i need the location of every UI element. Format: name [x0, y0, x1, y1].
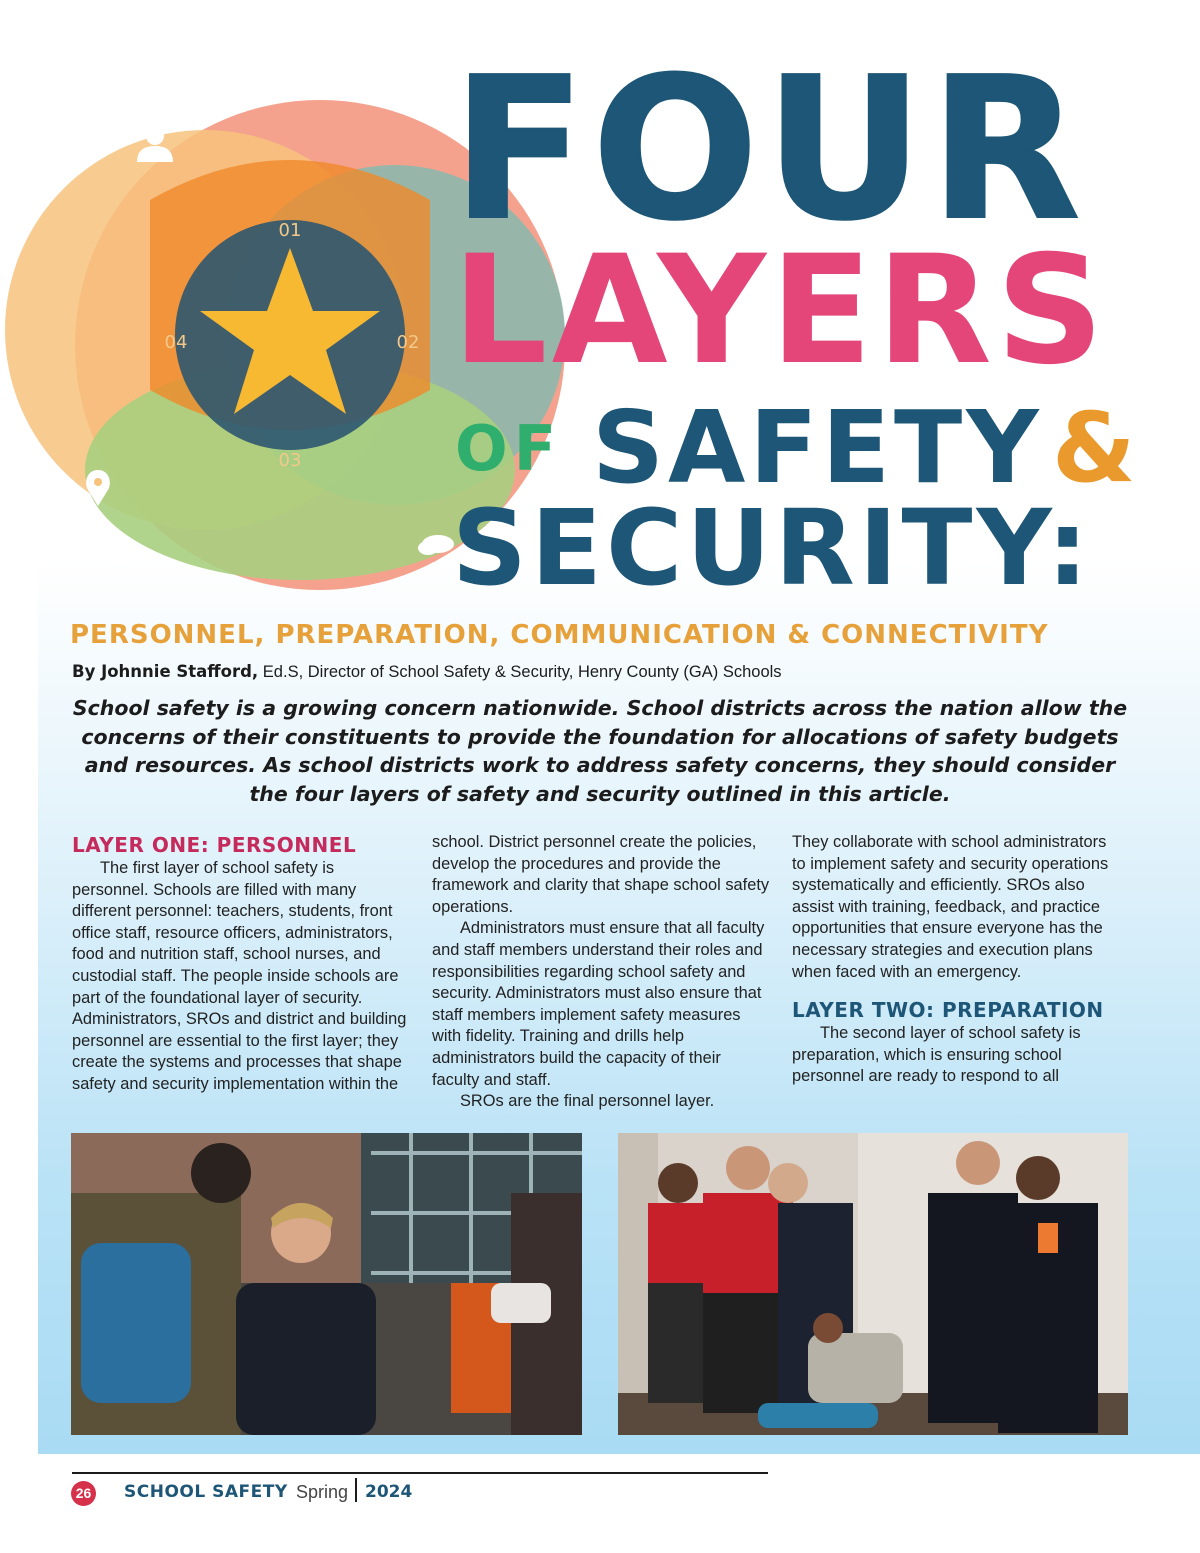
body-paragraph: school. District personnel create the policies, develop the procedures and provide the framework and clarity that shape school safety operations. [432, 833, 770, 916]
title-security: SECURITY: [452, 487, 1093, 609]
layer-number-3: 03 [278, 450, 302, 471]
title-of: OF [455, 412, 563, 485]
layer-number-1: 01 [278, 220, 302, 241]
layer-number-2: 02 [396, 332, 420, 353]
byline [72, 662, 782, 682]
author-credentials: Ed.S, Director of School Safety & Security, Henry County (GA) Schools [258, 663, 782, 681]
column-2 [432, 832, 772, 1113]
title-safety: SAFETY [592, 389, 1043, 506]
footer-separator [355, 1478, 357, 1502]
issue-season: Spring [296, 1482, 349, 1502]
magazine-name: SCHOOL SAFETY [124, 1482, 288, 1502]
title-four: FOUR [452, 36, 1087, 264]
photo-sro-with-students [71, 1133, 582, 1435]
photo-officers-training-drill [618, 1133, 1128, 1435]
body-paragraph: The first layer of school safety is personnel. Schools are filled with many different personnel: teachers, students, front office staff, resource officers, administrators, food and nutrition staff, school nurses, and custodial staff. The people inside schools are part of the foundational layer of security. Administrators, SROs and district and building personnel are essential to the first layer; they create the systems and processes that shape safety and security implementation within the [72, 859, 407, 1093]
section-heading-layer-two: LAYER TWO: PREPARATION [792, 998, 1104, 1023]
column-3 [792, 832, 1122, 1088]
body-paragraph: They collaborate with school administrators to implement safety and security operations systematically and efficiently. SROs also assist with training, feedback, and practice opportunities that ensure everyone has the necessary strategies and execution plans when faced with an emergency. [792, 833, 1109, 981]
footer-rule [72, 1472, 768, 1474]
column-1 [72, 832, 408, 1096]
body-paragraph: The second layer of school safety is preparation, which is ensuring school personnel are ready to respond to all [792, 1024, 1081, 1086]
lead-paragraph: School safety is a growing concern nationwide. School districts across the nation allow the concerns of their constituents to provide the foundation for allocations of safety budgets and resources. As school districts work to address safety concerns, they should consider the four layers of safety and security outlined in this article. [72, 696, 1128, 806]
body-paragraph: SROs are the final personnel layer. [460, 1092, 715, 1111]
body-paragraph: Administrators must ensure that all faculty and staff members understand their roles and responsibilities regarding school safety and security. Administrators must also ensure that staff members implement safety measures with fidelity. Training and drills help administrators build the capacity of their faculty and staff. [432, 919, 765, 1089]
section-heading-layer-one: LAYER ONE: PERSONNEL [72, 833, 357, 857]
issue-year: 2024 [365, 1482, 413, 1502]
layer-number-4: 04 [164, 332, 188, 353]
page-number: 26 [71, 1481, 96, 1506]
title-ampersand: & [1052, 392, 1142, 504]
author-name: By Johnnie Stafford, [72, 662, 259, 681]
title-layers: LAYERS [452, 224, 1108, 398]
article-subtitle: PERSONNEL, PREPARATION, COMMUNICATION & CONNECTIVITY [70, 620, 1049, 650]
